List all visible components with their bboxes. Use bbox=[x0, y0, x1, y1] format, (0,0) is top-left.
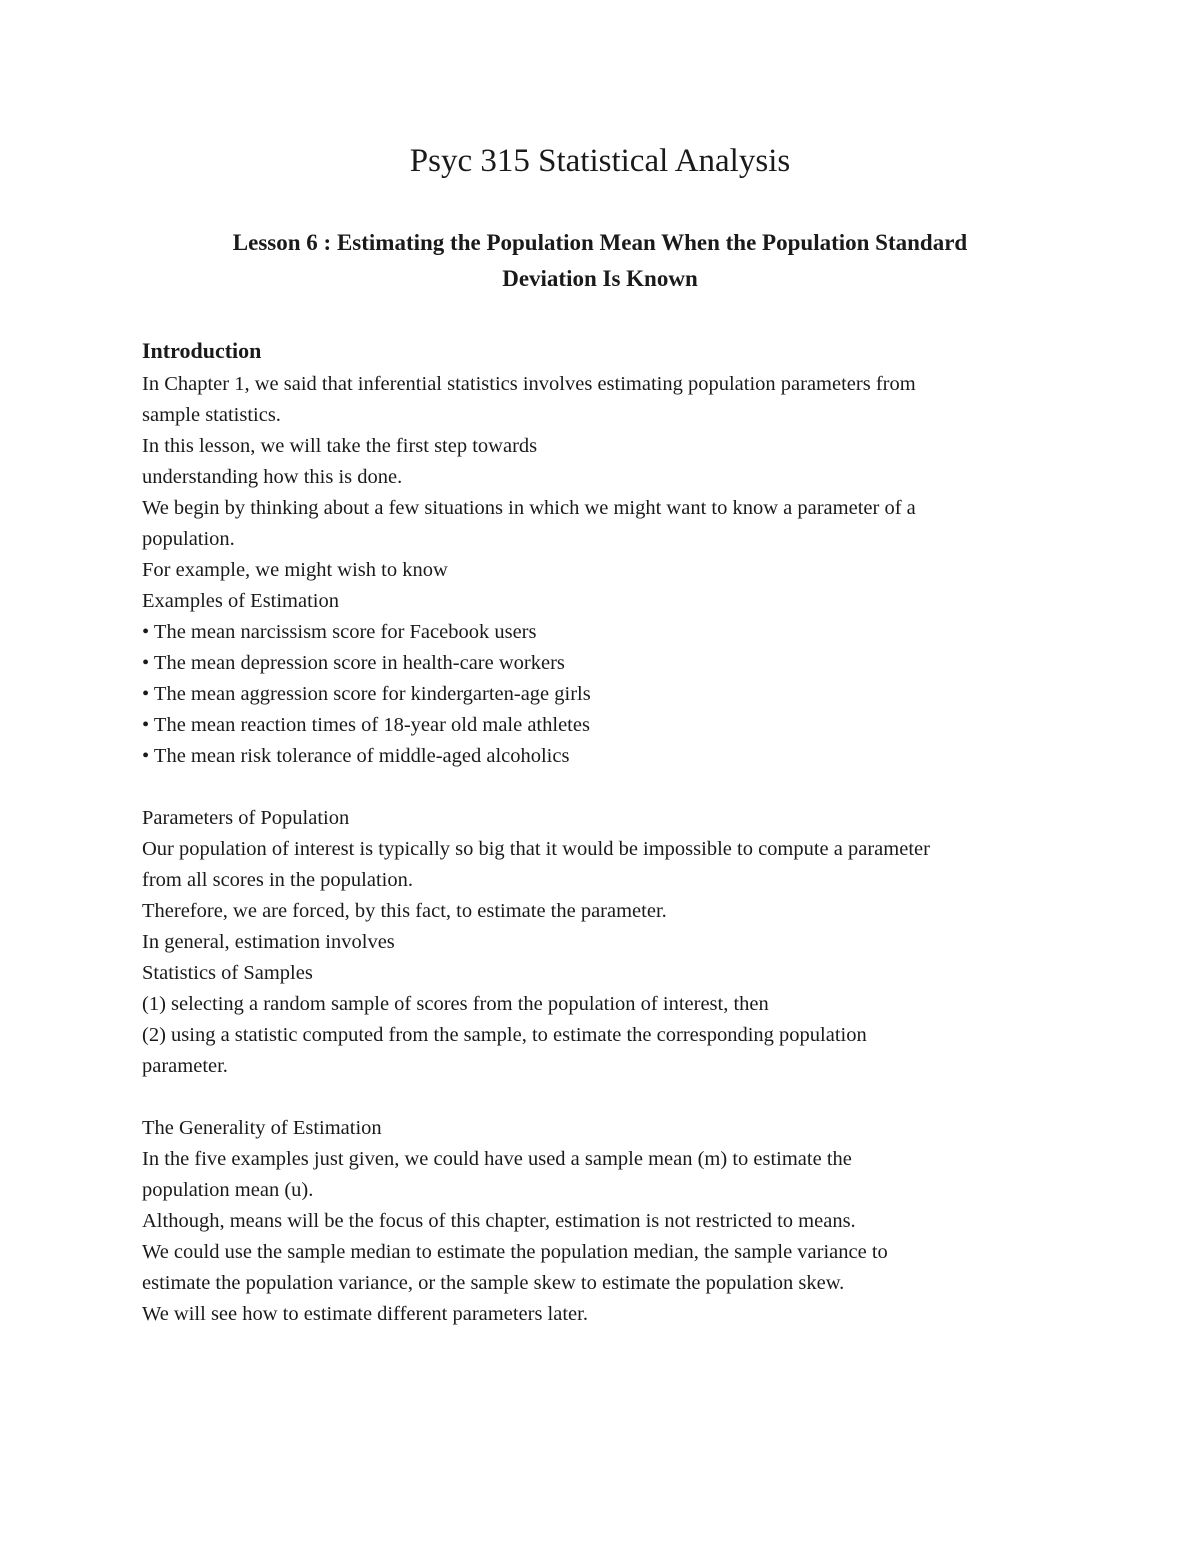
lesson-title-line-1: Lesson 6 : Estimating the Population Mean When the Population Standard bbox=[232, 230, 968, 255]
lesson-title-line-2: Deviation Is Known bbox=[502, 266, 698, 291]
lesson-title bbox=[140, 225, 1060, 297]
example-bullet-item: • The mean risk tolerance of middle-aged alcoholics bbox=[142, 745, 570, 767]
parameters-line: parameter. bbox=[142, 1055, 228, 1077]
parameters-line: from all scores in the population. bbox=[142, 869, 413, 891]
example-bullet-item: • The mean depression score in health-care workers bbox=[142, 652, 565, 674]
generality-line: population mean (u). bbox=[142, 1179, 314, 1201]
generality-line: estimate the population variance, or the sample skew to estimate the population skew. bbox=[142, 1272, 845, 1294]
generality-line: In the five examples just given, we could have used a sample mean (m) to estimate the bbox=[142, 1148, 852, 1170]
intro-line: In this lesson, we will take the first step towards bbox=[142, 435, 538, 457]
generality-heading: The Generality of Estimation bbox=[142, 1117, 382, 1139]
blank-line bbox=[142, 772, 1072, 803]
parameters-line: (2) using a statistic computed from the sample, to estimate the corresponding population bbox=[142, 1024, 867, 1046]
example-bullet-item: • The mean narcissism score for Facebook users bbox=[142, 621, 537, 643]
intro-line: In Chapter 1, we said that inferential statistics involves estimating population parameters from bbox=[142, 373, 916, 395]
parameters-line: In general, estimation involves bbox=[142, 931, 395, 953]
parameters-heading: Parameters of Population bbox=[142, 807, 350, 829]
intro-line: We begin by thinking about a few situations in which we might want to know a parameter of a bbox=[142, 497, 916, 519]
examples-heading: Examples of Estimation bbox=[142, 590, 339, 612]
intro-line: For example, we might wish to know bbox=[142, 559, 448, 581]
parameters-line: Therefore, we are forced, by this fact, to estimate the parameter. bbox=[142, 900, 667, 922]
blank-line bbox=[142, 1082, 1072, 1113]
example-bullet-item: • The mean aggression score for kindergarten-age girls bbox=[142, 683, 591, 705]
statistics-heading: Statistics of Samples bbox=[142, 962, 313, 984]
parameters-line: (1) selecting a random sample of scores from the population of interest, then bbox=[142, 993, 769, 1015]
intro-line: understanding how this is done. bbox=[142, 466, 403, 488]
generality-line: Although, means will be the focus of this chapter, estimation is not restricted to means. bbox=[142, 1210, 856, 1232]
introduction-heading: Introduction bbox=[142, 338, 262, 363]
intro-line: sample statistics. bbox=[142, 404, 281, 426]
generality-line: We could use the sample median to estimate the population median, the sample variance to bbox=[142, 1241, 888, 1263]
course-title: Psyc 315 Statistical Analysis bbox=[409, 143, 791, 179]
document-body bbox=[142, 333, 1072, 1330]
generality-line: We will see how to estimate different parameters later. bbox=[142, 1303, 588, 1325]
intro-line: population. bbox=[142, 528, 235, 550]
example-bullet-item: • The mean reaction times of 18-year old male athletes bbox=[142, 714, 590, 736]
parameters-line: Our population of interest is typically so big that it would be impossible to compute a parameter bbox=[142, 838, 930, 860]
